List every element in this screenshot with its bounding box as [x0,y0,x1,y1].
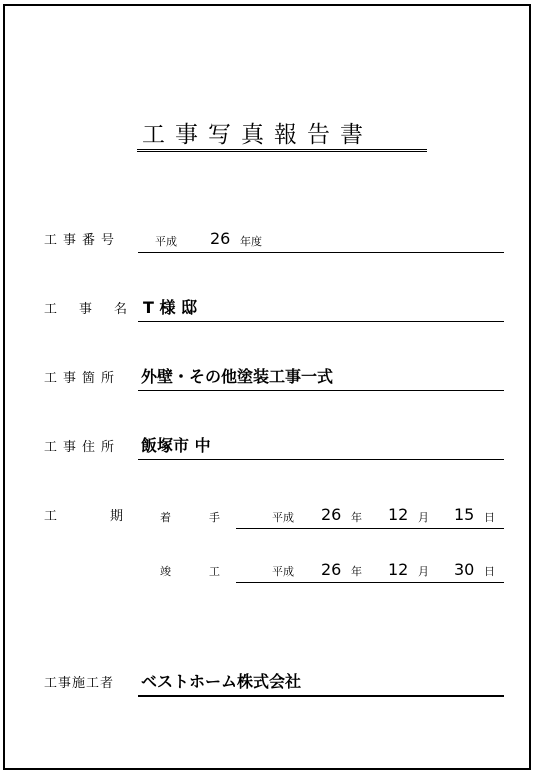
work-number-year: 26 [210,229,231,248]
work-location-label: 工事箇所 [44,371,121,386]
period-start-year-unit: 年 [351,511,362,524]
period-end-year: 26 [321,560,342,579]
period-end-month-unit: 月 [418,565,429,578]
period-start-month: 12 [388,505,409,524]
work-period-label: 工期 [44,509,177,524]
period-end-era: 平成 [272,565,294,578]
title-underline [137,149,427,152]
period-end-month: 12 [388,560,409,579]
period-end-year-unit: 年 [351,565,362,578]
period-start-day: 15 [454,505,475,524]
document-frame [3,4,531,770]
work-name-value: T 様 邸 [143,298,198,317]
work-number-label: 工事番号 [44,233,121,248]
work-number-suffix: 年度 [240,235,262,248]
work-number-underline [138,252,504,253]
period-end-day-unit: 日 [484,565,495,578]
document-title: 工事写真報告書 [142,122,373,148]
period-start-month-unit: 月 [418,511,429,524]
work-address-underline [138,459,504,460]
work-location-value: 外壁・その他塗装工事一式 [141,367,334,386]
period-start-label: 着手 [160,511,258,524]
work-number-era: 平成 [155,235,177,248]
work-name-label: 工事名 [44,302,150,317]
work-address-value: 飯塚市 中 [141,436,211,455]
work-name-underline [138,321,504,322]
work-address-label: 工事住所 [44,440,121,455]
contractor-underline [138,695,504,697]
period-start-day-unit: 日 [484,511,495,524]
period-end-underline [236,582,504,583]
period-start-underline [236,528,504,529]
contractor-label: 工事施工者 [44,676,115,691]
period-end-day: 30 [454,560,475,579]
period-end-label: 竣工 [160,565,258,578]
contractor-value: ベストホーム株式会社 [141,672,302,691]
period-start-year: 26 [321,505,342,524]
work-location-underline [138,390,504,391]
period-start-era: 平成 [272,511,294,524]
